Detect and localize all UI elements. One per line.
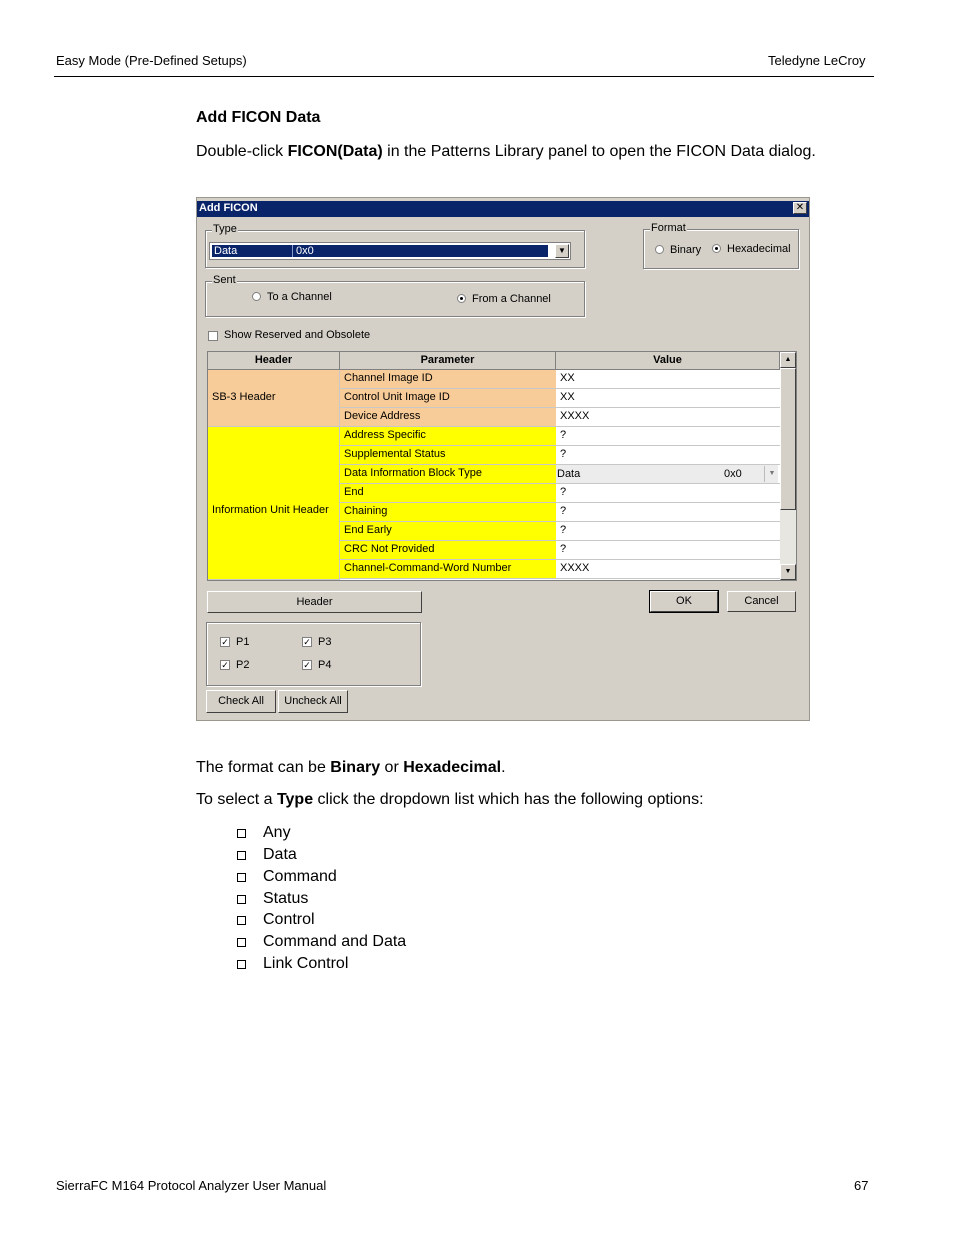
add-ficon-dialog: [196, 197, 810, 721]
group-sb3-header: SB-3 Header: [208, 370, 340, 427]
value-cell[interactable]: XX: [556, 389, 780, 408]
ok-button[interactable]: OK: [650, 591, 718, 612]
type-value: Data: [214, 245, 238, 257]
format-binary-label: Binary: [670, 244, 702, 256]
param-cell: CRC Not Provided: [340, 541, 556, 560]
checkbox-bullet-icon: [237, 938, 246, 947]
checkbox-bullet-icon: [237, 895, 246, 904]
sent-to-channel-radio[interactable]: [252, 292, 261, 301]
type-dropdown[interactable]: [209, 242, 571, 260]
list-item: Control: [263, 911, 315, 928]
uncheck-all-button[interactable]: Uncheck All: [278, 690, 348, 713]
checkbox-bullet-icon: [237, 851, 246, 860]
port-p3-checkbox[interactable]: ✓: [303, 637, 311, 647]
ficon-parameter-grid: [207, 351, 797, 581]
sent-to-channel-label: To a Channel: [267, 291, 332, 303]
param-cell: End: [340, 484, 556, 503]
list-item: Command: [263, 868, 337, 885]
param-cell: Supplemental Status: [340, 446, 556, 465]
value-cell[interactable]: ?: [556, 427, 780, 446]
show-reserved-label: Show Reserved and Obsolete: [224, 329, 371, 341]
port-p3-label: P3: [318, 636, 332, 648]
value-dropdown-cell[interactable]: [556, 465, 780, 484]
port-p2-label: P2: [236, 659, 250, 671]
sent-from-channel-label: From a Channel: [472, 293, 551, 305]
value-cell[interactable]: XX: [556, 370, 780, 389]
format-hex-radio[interactable]: [712, 244, 721, 253]
ports-group: [206, 622, 421, 686]
port-p2-checkbox[interactable]: ✓: [221, 660, 229, 670]
format-hex-label: Hexadecimal: [727, 243, 791, 255]
port-p1-label: P1: [236, 636, 250, 648]
chevron-down-icon[interactable]: ▼: [555, 244, 569, 258]
column-header-header[interactable]: Header: [208, 352, 340, 370]
value-cell[interactable]: ?: [556, 522, 780, 541]
type-paragraph: To select a Type click the dropdown list which has the following options:: [196, 791, 704, 808]
format-paragraph: The format can be Binary or Hexadecimal.: [196, 759, 506, 776]
value-cell[interactable]: ?: [556, 503, 780, 522]
running-header-left: Easy Mode (Pre-Defined Setups): [56, 53, 247, 68]
dialog-title: Add FICON: [199, 202, 258, 214]
checkbox-bullet-icon: [237, 960, 246, 969]
check-all-button[interactable]: Check All: [206, 690, 276, 713]
grid-scrollbar[interactable]: [780, 352, 796, 580]
list-item: Data: [263, 846, 297, 863]
scroll-thumb[interactable]: [780, 368, 796, 510]
value-cell[interactable]: XXXX: [556, 408, 780, 427]
header-rule: [54, 76, 874, 77]
port-p4-checkbox[interactable]: ✓: [303, 660, 311, 670]
column-header-value[interactable]: Value: [556, 352, 780, 370]
param-cell: Chaining: [340, 503, 556, 522]
header-button[interactable]: Header: [207, 591, 422, 613]
param-cell: Device Address: [340, 408, 556, 427]
intro-paragraph: Double-click FICON(Data) in the Patterns Library panel to open the FICON Data dialog.: [196, 143, 816, 160]
scroll-down-icon[interactable]: ▼: [780, 564, 796, 580]
list-item: Command and Data: [263, 933, 407, 950]
param-cell: Address Specific: [340, 427, 556, 446]
dialog-titlebar: [197, 201, 809, 217]
group-iu-header: Information Unit Header: [208, 427, 340, 580]
param-cell: Channel Image ID: [340, 370, 556, 389]
type-group-label: Type: [213, 223, 237, 235]
list-item: Link Control: [263, 955, 349, 972]
cancel-button[interactable]: Cancel: [727, 591, 796, 612]
type-value-hex: 0x0: [296, 245, 314, 257]
column-header-parameter[interactable]: Parameter: [340, 352, 556, 370]
value-cell[interactable]: XXXX: [556, 560, 780, 579]
param-cell: Control Unit Image ID: [340, 389, 556, 408]
value-cell[interactable]: ?: [556, 541, 780, 560]
list-item: Status: [263, 890, 309, 907]
dib-type-value: Data: [557, 468, 581, 480]
sent-from-channel-radio[interactable]: [457, 294, 466, 303]
port-p1-checkbox[interactable]: ✓: [221, 637, 229, 647]
param-cell: End Early: [340, 522, 556, 541]
sent-group-label: Sent: [213, 274, 236, 286]
param-cell: Channel-Command-Word Number: [340, 560, 556, 579]
chevron-down-icon[interactable]: ▼: [764, 466, 779, 482]
page-number: 67: [854, 1178, 869, 1193]
checkbox-bullet-icon: [237, 873, 246, 882]
show-reserved-checkbox[interactable]: [208, 331, 218, 341]
dib-type-hex: 0x0: [724, 468, 742, 480]
format-group-label: Format: [651, 222, 686, 234]
scroll-up-icon[interactable]: ▲: [780, 352, 796, 368]
value-cell[interactable]: ?: [556, 446, 780, 465]
format-binary-radio[interactable]: [655, 245, 664, 254]
value-cell[interactable]: ?: [556, 484, 780, 503]
list-item: Any: [263, 824, 291, 841]
running-header-right: Teledyne LeCroy: [768, 53, 866, 68]
footer-title: SierraFC M164 Protocol Analyzer User Manual: [56, 1178, 327, 1193]
port-p4-label: P4: [318, 659, 332, 671]
checkbox-bullet-icon: [237, 829, 246, 838]
section-heading: Add FICON Data: [196, 109, 321, 126]
close-icon[interactable]: ✕: [793, 202, 807, 214]
checkbox-bullet-icon: [237, 916, 246, 925]
param-cell: Data Information Block Type: [340, 465, 556, 484]
